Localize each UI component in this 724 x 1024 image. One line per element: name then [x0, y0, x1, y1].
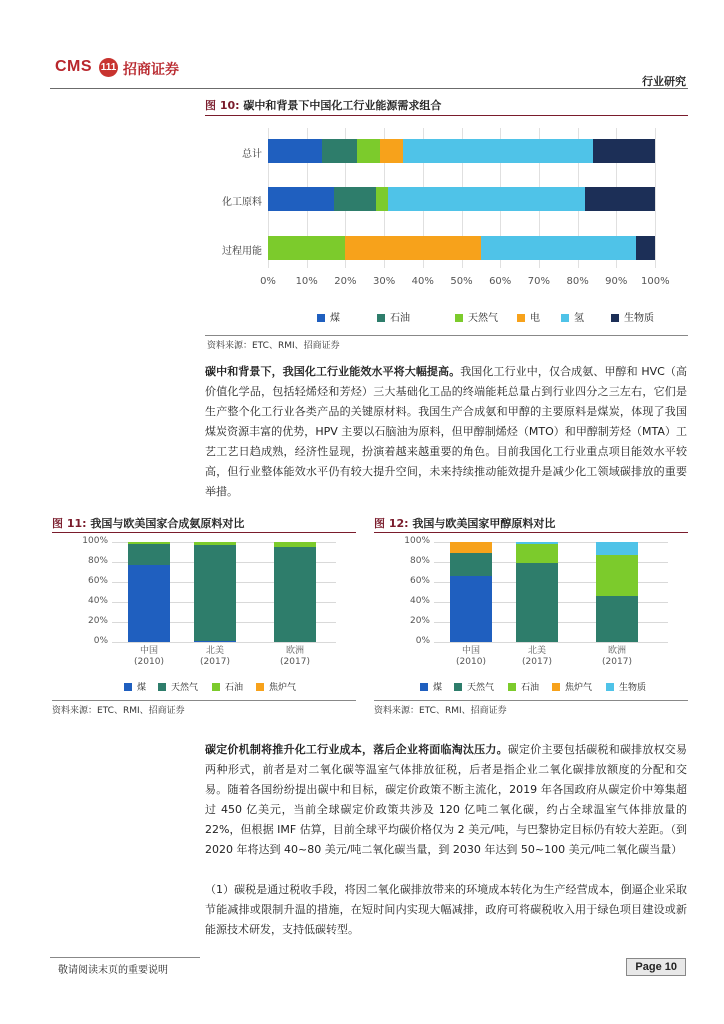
fig10-source: 资料来源：ETC、RMI、招商证券 [207, 341, 340, 351]
fig11-chart [52, 534, 356, 696]
fig10-num: 图 10: [205, 99, 240, 112]
fig10-legend-item [611, 309, 654, 324]
fig12-bar-segment [516, 563, 558, 642]
fig11-ytick: 0% [93, 636, 108, 646]
fig10-xtick: 70% [527, 276, 550, 287]
fig12-bar-segment [516, 544, 558, 563]
fig10-xtick: 60% [489, 276, 512, 287]
fig11-bar-segment [194, 545, 236, 641]
fig12-bar-segment [596, 555, 638, 596]
fig12-title-text: 我国与欧美国家甲醇原料对比 [412, 517, 556, 530]
fig12-legend-item [606, 680, 646, 693]
fig10-bar-segment [636, 236, 655, 260]
fig11-legend-label: 石油 [225, 683, 244, 693]
fig11-bar-segment [128, 542, 170, 544]
fig12-ytick: 80% [409, 556, 430, 566]
fig11-legend-label: 天然气 [171, 683, 199, 693]
paragraph-carbon-pricing-lead: 碳定价机制将推升化工行业成本，落后企业将面临淘汰压力。 [205, 743, 508, 756]
fig12-ytick: 100% [404, 536, 430, 546]
fig11-legend-label: 煤 [137, 683, 147, 693]
paragraph-carbon-tax: （1）碳税是通过税收手段，将因二氧化碳排放带来的环境成本转化为生产经营成本，倒逼企业采取节能减排或限制升温的措施，在短时间内实现大幅减排，政府可将碳税收入用于绿色项目建设或新能源技术研发，支持低碳转型。 [205, 883, 687, 936]
fig10-bar-segment [376, 187, 388, 211]
fig12-legend-swatch [420, 683, 428, 691]
fig10-legend-label: 氢 [574, 313, 584, 324]
fig10-bar-segment [268, 187, 334, 211]
fig12-source: 资料来源：ETC、RMI、招商证券 [374, 706, 507, 716]
fig10-legend-item [517, 309, 540, 324]
fig11-legend-item [212, 680, 243, 693]
fig12-category-label: 欧洲 (2017) [602, 646, 632, 667]
fig12-source-rule [374, 700, 688, 701]
fig11-bar-segment [274, 542, 316, 547]
fig10-legend-swatch [611, 314, 619, 322]
fig11-legend-label: 焦炉气 [269, 683, 297, 693]
fig12-bar-segment [596, 542, 638, 555]
fig11-legend-swatch [212, 683, 220, 691]
fig11-legend-swatch [158, 683, 166, 691]
fig10-legend-label: 电 [530, 313, 540, 324]
paragraph-carbon-pricing [205, 740, 687, 860]
fig11-ytick: 100% [82, 536, 108, 546]
fig10-bar-segment [403, 139, 593, 163]
footer-divider [50, 957, 200, 958]
fig12-ytick: 60% [409, 576, 430, 586]
fig11-source-rule [52, 700, 356, 701]
fig10-title-rule [205, 115, 688, 116]
fig10-xtick: 100% [641, 276, 670, 287]
fig12-ytick: 0% [415, 636, 430, 646]
fig12-num: 图 12: [374, 517, 409, 530]
fig12-legend-label: 煤 [433, 683, 443, 693]
fig10-title [205, 97, 441, 113]
fig10-legend-item [317, 309, 340, 324]
fig10-bar-segment [268, 139, 322, 163]
fig12-legend-label: 天然气 [467, 683, 495, 693]
fig10-legend-item [377, 309, 410, 324]
fig10-source-rule [205, 335, 688, 336]
fig10-bar-segment [388, 187, 585, 211]
fig10-legend-label: 天然气 [468, 313, 498, 324]
fig11-title-text: 我国与欧美国家合成氨原料对比 [90, 517, 245, 530]
fig10-bar-segment [585, 187, 655, 211]
fig11-bar-segment [128, 544, 170, 565]
fig11-legend-item [256, 680, 296, 693]
fig12-bar-segment [450, 576, 492, 642]
fig10-category-label: 化工原料 [222, 197, 262, 208]
fig10-bar-segment [345, 236, 480, 260]
fig10-bar-segment [334, 187, 377, 211]
fig10-xtick: 50% [450, 276, 473, 287]
fig10-category-label: 总计 [242, 149, 262, 160]
fig11-bar-segment [128, 565, 170, 642]
fig12-bar-segment [596, 596, 638, 642]
fig12-title [374, 515, 555, 531]
fig10-legend-label: 煤 [330, 313, 340, 324]
fig12-category-label: 北美 (2017) [522, 646, 552, 667]
fig10-xtick: 90% [605, 276, 628, 287]
fig10-chart [205, 118, 688, 333]
fig12-bar-segment [450, 542, 492, 553]
fig10-bar-segment [481, 236, 636, 260]
fig12-category-label: 中国 (2010) [456, 646, 486, 667]
fig12-legend-label: 焦炉气 [565, 683, 593, 693]
fig10-legend-swatch [377, 314, 385, 322]
logo-mark-icon: 111 [99, 58, 118, 77]
fig12-chart [374, 534, 688, 696]
section-label: 行业研究 [642, 75, 686, 88]
fig12-legend-swatch [454, 683, 462, 691]
fig11-legend-item [124, 680, 146, 693]
paragraph-carbon-pricing-body: 碳定价主要包括碳税和碳排放权交易两种形式，前者是对二氧化碳等温室气体排放征税，后者是指企业二氧化碳排放额度的分配和交易。随着各国纷纷提出碳中和目标，碳定价政策不断主流化，2019 年各国政府从碳定价中筹集超过 450 亿美元，当前全球碳定价政策共涉及 120 亿吨二氧化碳，约占全球温室气体排放量的 22%，但根据 IMF 估算，目前全球平均碳价格仅为 2 美元/吨，与巴黎协定目标仍有较大差距。（到 2020 年将达到 40~80 美元/吨二氧化碳当量，到 2030 年达到 50~100 美元/吨二氧化碳当量） [205, 743, 688, 856]
fig12-title-rule [374, 532, 688, 533]
fig12-gridline [434, 642, 668, 643]
fig11-category-label: 中国 (2010) [134, 646, 164, 667]
fig11-title-rule [52, 532, 356, 533]
fig10-gridline [655, 128, 656, 268]
paragraph-efficiency [205, 362, 687, 502]
fig11-num: 图 11: [52, 517, 87, 530]
fig12-legend-item [454, 680, 494, 693]
fig12-legend-item [552, 680, 592, 693]
fig12-legend-swatch [508, 683, 516, 691]
paragraph-efficiency-lead: 碳中和背景下，我国化工行业能效水平将大幅提高。 [205, 365, 461, 378]
fig12-ytick: 20% [409, 616, 430, 626]
fig10-legend-swatch [455, 314, 463, 322]
page-number: Page 10 [626, 958, 686, 976]
fig10-xtick: 40% [411, 276, 434, 287]
fig12-legend-label: 石油 [521, 683, 540, 693]
fig12-legend-item [420, 680, 442, 693]
fig10-legend-label: 石油 [390, 313, 410, 324]
footer-note: 敬请阅读末页的重要说明 [58, 965, 168, 976]
fig10-xtick: 80% [566, 276, 589, 287]
fig12-bar-segment [516, 542, 558, 544]
logo-cn-text: 招商证券 [123, 62, 179, 78]
paragraph-efficiency-body: 我国化工行业中，仅合成氨、甲醇和 HVC（高价值化学品，包括轻烯烃和芳烃）三大基础化工品的终端能耗总量占到行业四分之三左右，它们是生产整个化工行业各类产品的关键原材料。我国生产合成氨和甲醇的主要原料是煤炭，体现了我国煤炭资源丰富的优势，HPV 主要以石脑油为原料，但甲醇制烯烃（MTO）和甲醇制芳烃（MTA）工艺工艺日趋成熟，经济性显现，扮演着越来越重要的角色。目前我国化工行业重点项目能效水平较高，但行业整体能效水平仍有较大提升空间，未来持续推动能效提升是减少化工领域碳排放的重要举措。 [205, 365, 687, 498]
fig11-category-label: 欧洲 (2017) [280, 646, 310, 667]
fig10-legend-swatch [317, 314, 325, 322]
logo-cms-text: CMS [55, 58, 93, 75]
fig10-legend-item [455, 309, 498, 324]
fig11-source: 资料来源：ETC、RMI、招商证券 [52, 706, 185, 716]
fig10-bar-segment [593, 139, 655, 163]
fig10-xtick: 20% [334, 276, 357, 287]
fig12-ytick: 40% [409, 596, 430, 606]
fig10-legend-swatch [561, 314, 569, 322]
fig11-legend-swatch [256, 683, 264, 691]
fig10-legend-label: 生物质 [624, 313, 654, 324]
fig11-title [52, 515, 244, 531]
fig10-bar-segment [380, 139, 403, 163]
fig10-bar-segment [322, 139, 357, 163]
fig12-legend-label: 生物质 [619, 683, 647, 693]
fig11-gridline [112, 642, 336, 643]
fig12-legend-item [508, 680, 539, 693]
fig10-xtick: 10% [295, 276, 318, 287]
fig10-category-label: 过程用能 [222, 246, 262, 257]
fig10-legend-item [561, 309, 584, 324]
fig11-ytick: 80% [87, 556, 108, 566]
fig10-title-text: 碳中和背景下中国化工行业能源需求组合 [243, 99, 442, 112]
fig12-legend-swatch [606, 683, 614, 691]
fig11-ytick: 40% [87, 596, 108, 606]
fig11-bar-segment [194, 542, 236, 545]
fig11-bar-segment [274, 547, 316, 642]
fig10-legend-swatch [517, 314, 525, 322]
fig11-category-label: 北美 (2017) [200, 646, 230, 667]
fig10-xtick: 0% [260, 276, 276, 287]
fig10-bar-segment [357, 139, 380, 163]
fig11-legend-swatch [124, 683, 132, 691]
fig11-ytick: 60% [87, 576, 108, 586]
fig10-xtick: 30% [372, 276, 396, 287]
fig11-bar-segment [194, 641, 236, 642]
header-divider [50, 88, 688, 89]
fig11-legend-item [158, 680, 198, 693]
fig11-ytick: 20% [87, 616, 108, 626]
fig12-legend-swatch [552, 683, 560, 691]
fig12-bar-segment [450, 553, 492, 576]
fig10-bar-segment [268, 236, 345, 260]
